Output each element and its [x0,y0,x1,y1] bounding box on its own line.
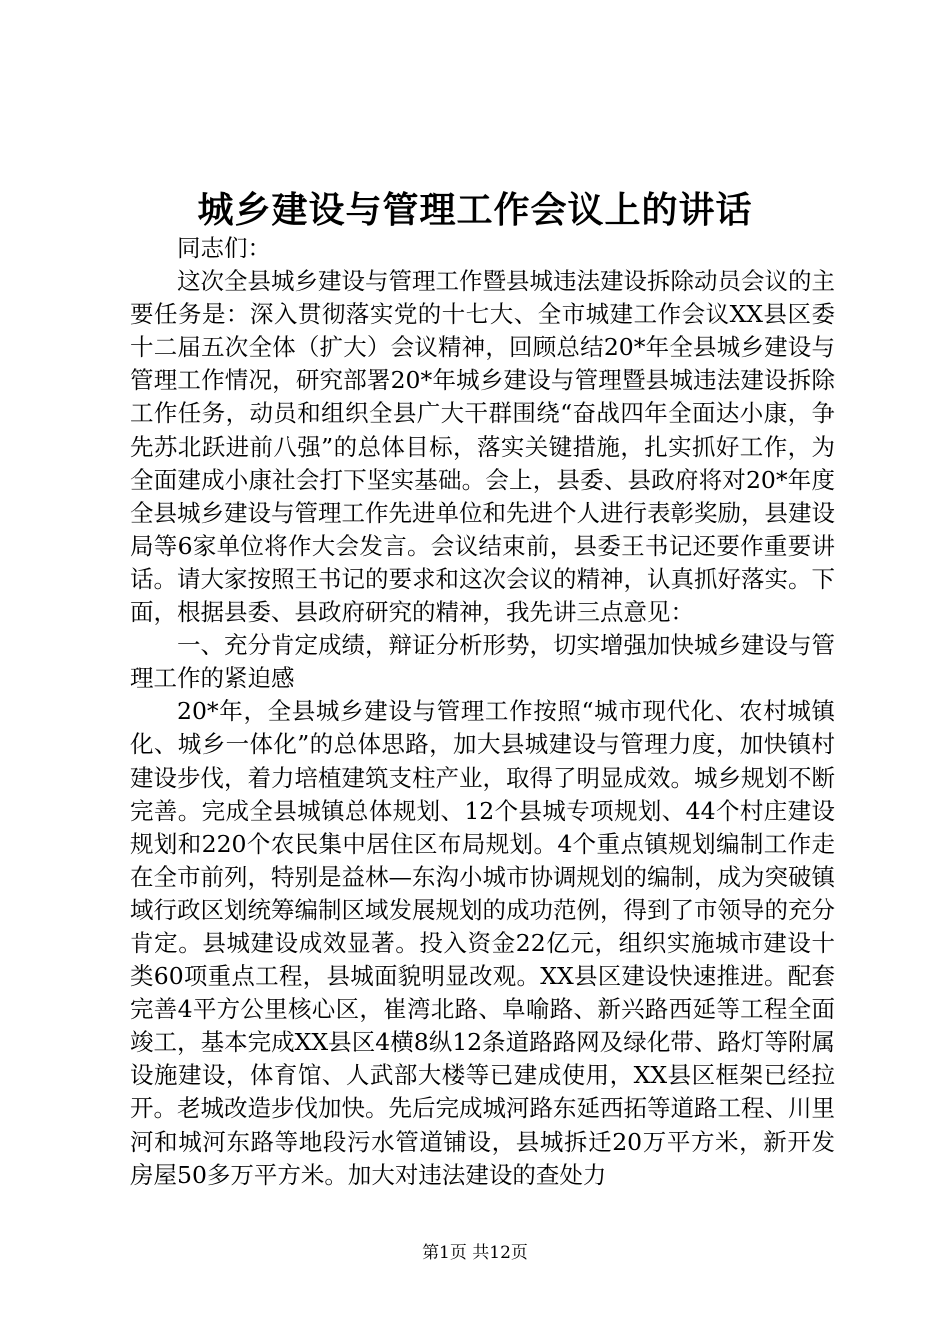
paragraph-intro: 这次全县城乡建设与管理工作暨县城违法建设拆除动员会议的主要任务是：深入贯彻落实党的十七大、全市城建工作会议XX县区委十二届五次全体（扩大）会议精神，回顾总结20*年全县城乡建设与管理工作情况，研究部署20*年城乡建设与管理暨县城违法建设拆除工作任务，动员和组织全县广大干群围绕“奋战四年全面达小康，争先苏北跃进前八强”的总体目标，落实关键措施，扎实抓好工作，为全面建成小康社会打下坚实基础。会上，县委、县政府将对20*年度全县城乡建设与管理工作先进单位和先进个人进行表彰奖励，县建设局等6家单位将作大会发言。会议结束前，县委王书记还要作重要讲话。请大家按照王书记的要求和这次会议的精神，认真抓好落实。下面，根据县委、县政府研究的精神，我先讲三点意见： [130,267,835,627]
document-body [130,232,835,1192]
section-heading-1: 一、充分肯定成绩，辩证分析形势，切实增强加快城乡建设与管理工作的紧迫感 [130,631,835,693]
paragraph-achievements: 20*年，全县城乡建设与管理工作按照“城市现代化、农村城镇化、城乡一体化”的总体思路，加大县城建设与管理力度，加快镇村建设步伐，着力培植建筑支柱产业，取得了明显成效。城乡规划不断完善。完成全县城镇总体规划、12个县城专项规划、44个村庄建设规划和220个农民集中居住区布局规划。4个重点镇规划编制工作走在全市前列，特别是益林—东沟小城市协调规划的编制，成为突破镇域行政区划统筹编制区域发展规划的成功范例，得到了市领导的充分肯定。县城建设成效显著。投入资金22亿元，组织实施城市建设十类60项重点工程，县城面貌明显改观。XX县区建设快速推进。配套完善4平方公里核心区，崔湾北路、阜喻路、新兴路西延等工程全面竣工，基本完成XX县区4横8纵12条道路路网及绿化带、路灯等附属设施建设，体育馆、人武部大楼等已建成使用，XX县区框架已经拉开。老城改造步伐加快。先后完成城河路东延西拓等道路工程、川里河和城河东路等地段污水管道铺设，县城拆迁20万平方米，新开发房屋50多万平方米。加大对违法建设的查处力 [130,697,835,1189]
page-number-footer: 第1页 共12页 [422,1243,528,1263]
document-title: 城乡建设与管理工作会议上的讲话 [197,189,753,231]
greeting: 同志们： [177,234,271,262]
